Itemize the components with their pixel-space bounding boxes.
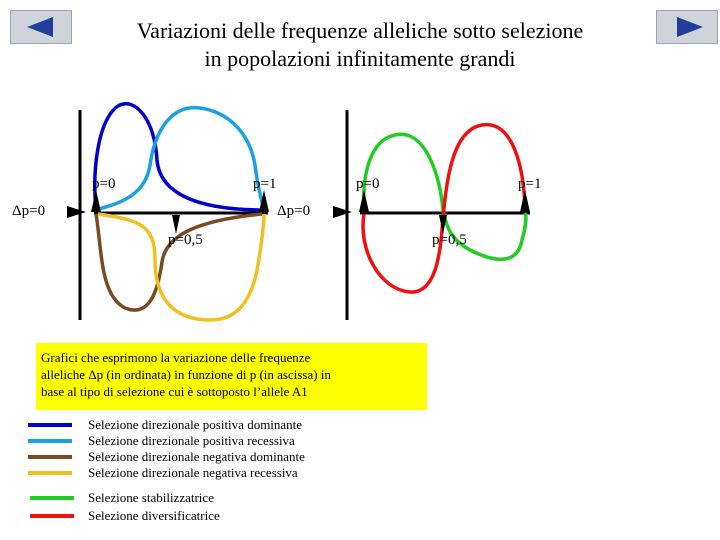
- curve-negative-recessive: [98, 214, 264, 320]
- left-p1-label: p=1: [253, 176, 277, 192]
- left-p0-label: p=0: [92, 176, 116, 192]
- right-equilibrium-p1-marker: [520, 190, 530, 212]
- right-p05-label: p=0,5: [432, 232, 467, 248]
- legend-item: [28, 508, 368, 524]
- legend-label: Selezione direzionale negativa recessiva: [88, 465, 298, 480]
- curve-negative-dominant: [96, 214, 262, 310]
- legend-swatch: [30, 514, 74, 518]
- right-p1-label: p=1: [518, 176, 542, 192]
- left-delta-mid-label: Δp=0: [277, 203, 311, 219]
- right-delta-arrow: [333, 206, 352, 218]
- legend-swatch: [30, 496, 74, 500]
- legend-label: Selezione direzionale positiva recessiva: [88, 433, 295, 448]
- caption-box: [36, 343, 427, 410]
- caption-line-2: alleliche Δp (in ordinata) in funzione di p (in ascissa) in: [41, 367, 331, 382]
- left-delta-arrow: [67, 206, 86, 218]
- legend-item: [28, 449, 368, 465]
- left-delta-label: Δp=0: [12, 203, 46, 219]
- curve-diversifying: [363, 125, 525, 292]
- legend-item: [28, 433, 368, 449]
- legend-label: Selezione direzionale negativa dominante: [88, 449, 305, 464]
- left-p05-label: p=0,5: [168, 232, 203, 248]
- title-line-2: in popolazioni infinitamente grandi: [204, 46, 516, 71]
- legend-swatch: [28, 471, 72, 475]
- legend-label: Selezione diversificatrice: [88, 508, 220, 523]
- legend-swatch: [28, 439, 72, 443]
- legend-label: Selezione direzionale positiva dominante: [88, 417, 303, 432]
- legend-swatch: [28, 423, 72, 427]
- legend-item: [28, 417, 368, 433]
- legend-label: Selezione stabilizzatrice: [88, 490, 214, 505]
- legend-item: [28, 465, 368, 481]
- right-equilibrium-p0-marker: [359, 190, 369, 212]
- right-p0-label: p=0: [356, 176, 380, 192]
- legend-item: [28, 490, 368, 506]
- curve-positive-dominant: [95, 104, 264, 210]
- left-equilibrium-p0-marker: [91, 190, 101, 212]
- caption-line-1: Grafici che esprimono la variazione delle frequenze: [41, 350, 311, 365]
- legend-swatch: [28, 455, 72, 459]
- caption-line-3: base al tipo di selezione cui è sottoposto l’allele A1: [41, 384, 308, 399]
- title-line-1: Variazioni delle frequenze alleliche sotto selezione: [136, 18, 584, 43]
